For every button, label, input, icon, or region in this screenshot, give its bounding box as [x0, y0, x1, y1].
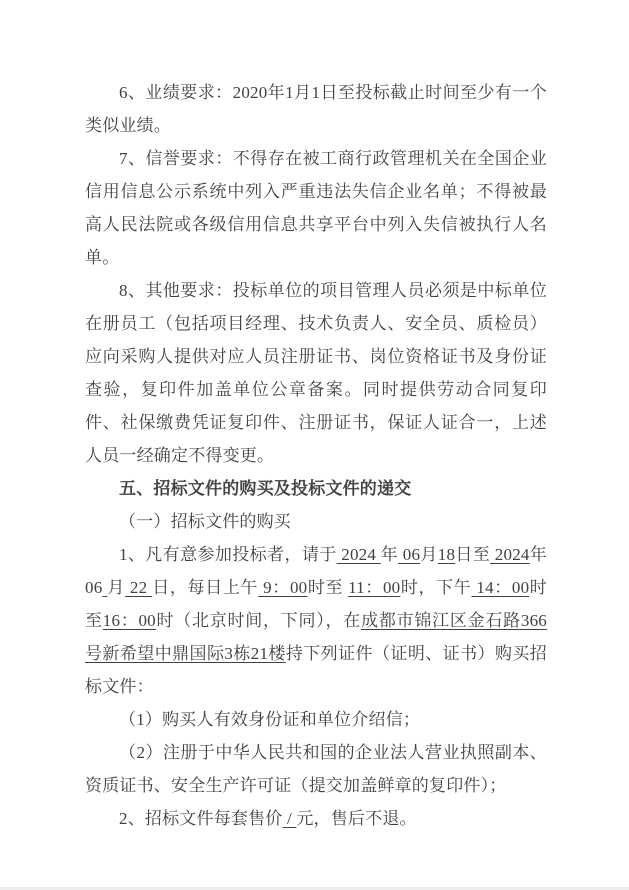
- text-segment: 时（北京时间，下同），在: [155, 611, 362, 630]
- paragraph-performance-requirement: 6、业绩要求：2020年1月1日至投标截止时间至少有一个类似业绩。: [85, 83, 547, 135]
- blank-underline-year-start: 2024: [336, 545, 381, 564]
- subsection-heading-1: （一）招标文件的购买: [119, 512, 291, 531]
- paragraph-reputation-requirement: 7、信誉要求：不得存在被工商行政管理机关在全国企业信用信息公示系统中列入严重违法失信企业名单；不得被最高人民法院或各级信用信息共享平台中列入失信被执行人名单。: [85, 149, 547, 267]
- text-segment: 1、凡有意参加投标者，请于: [119, 545, 337, 564]
- text-segment: 日，每日上午: [152, 578, 259, 597]
- paragraph-other-requirement: 8、其他要求：投标单位的项目管理人员必须是中标单位在册员工（包括项目经理、技术负责人、安全员、质检员）应向采购人提供对应人员注册证书、岗位资格证书及身份证查验，复印件加盖单位公章备案。同时提供劳动合同复印件、社保缴费凭证复印件、注册证书，保证人证合一，上述人员一经确定不得变更。: [85, 281, 547, 465]
- section-heading-5: 五、招标文件的购买及投标文件的递交: [119, 479, 412, 498]
- document-text-block: [85, 76, 547, 835]
- text-segment: 月: [107, 578, 125, 597]
- text-segment: 时至: [307, 578, 349, 597]
- paragraph-certificate-2: （2）注册于中华人民共和国的企业法人营业执照副本、资质证书、安全生产许可证（提交加盖鲜章的复印件）；: [85, 743, 547, 795]
- blank-underline-afternoon-open: 14：00: [471, 578, 530, 597]
- blank-underline-day-start: 18: [437, 545, 456, 564]
- blank-underline-price: /: [282, 809, 297, 828]
- text-segment: 月: [420, 545, 438, 564]
- blank-underline-month-start: 06: [398, 545, 421, 564]
- blank-underline-year-end: 2024: [490, 545, 530, 564]
- text-segment: 2、招标文件每套售价: [119, 809, 283, 828]
- text-segment: 持下列证件（证明、证书）购买招标文件：: [85, 644, 547, 696]
- blank-underline-address: 成都市锦江区金石路366号新希望中鼎国际3栋21楼: [85, 611, 547, 663]
- text-segment: 年: [380, 545, 399, 564]
- blank-underline-day-end: 22: [125, 578, 153, 597]
- blank-underline-morning-close: 11：00: [348, 578, 401, 597]
- text-segment: 时，下午: [400, 578, 472, 597]
- text-segment: 年06: [85, 545, 548, 597]
- paragraph-price: [85, 802, 547, 835]
- blank-underline-afternoon-close: 16：00: [102, 611, 156, 630]
- text-segment: 元，售后不退。: [296, 809, 417, 828]
- paragraph-purchase-details: [85, 538, 547, 703]
- blank-underline-morning-open: 9：00: [258, 578, 308, 597]
- paragraph-certificate-1: （1）购买人有效身份证和单位介绍信；: [119, 710, 421, 729]
- text-segment: 日至: [455, 545, 491, 564]
- text-segment: 时至: [85, 578, 547, 630]
